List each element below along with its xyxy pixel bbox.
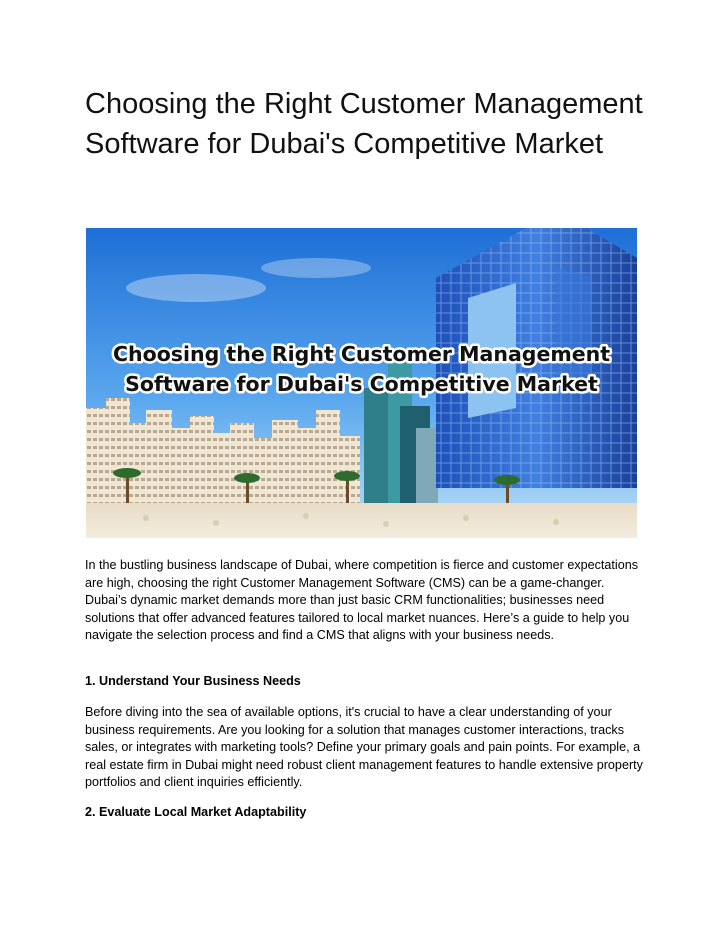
hero-caption-line1: Choosing the Right Customer Management — [112, 342, 611, 366]
page-title: Choosing the Right Customer Management Software for Dubai's Competitive Market — [85, 88, 643, 160]
section-heading-1: 1. Understand Your Business Needs — [85, 674, 301, 688]
hero-image — [86, 228, 637, 538]
intro-paragraph: In the bustling business landscape of Dubai, where competition is fierce and customer expectations are high, choosing the right Customer Management Software (CMS) can be a game-changer. Dubai’s dynamic market demands more than just basic CRM functionalities; businesses need solutions that offer advanced features tailored to local market nuances. Here’s a guide to help you navigate the selection process and find a CMS that aligns with your business needs. — [85, 558, 639, 643]
section-paragraph-1: Before diving into the sea of available options, it's crucial to have a clear understanding of your business requirements. Are you looking for a solution that manages customer interactions, tracks sales, or integrates with marketing tools? Define your primary goals and pain points. For example, a real estate firm in Dubai might need robust client management features to handle extensive property portfolios and client inquiries efficiently. — [85, 705, 643, 790]
hero-caption-line2: Software for Dubai's Competitive Market — [125, 372, 598, 396]
section-heading-2: 2. Evaluate Local Market Adaptability — [85, 805, 307, 819]
